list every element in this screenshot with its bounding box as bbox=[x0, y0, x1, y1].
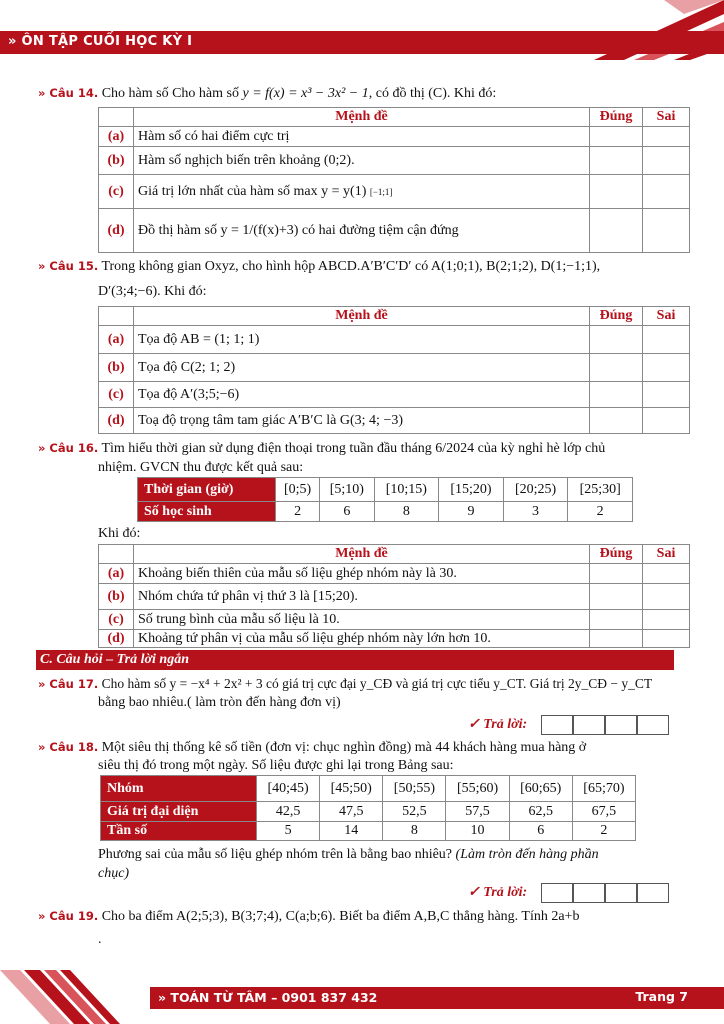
cell: 2 bbox=[276, 502, 320, 522]
th-true: Đúng bbox=[590, 545, 643, 564]
q15-line1: Trong không gian Oxyz, cho hình hộp ABCD.A′B′C′D′ có A(1;0;1), B(2;1;2), D(1;−1;1), bbox=[101, 259, 601, 274]
cell: [5;10) bbox=[320, 478, 374, 502]
true-cell[interactable] bbox=[590, 564, 643, 584]
cell: 57,5 bbox=[446, 802, 509, 822]
row-tag: (c) bbox=[99, 610, 134, 630]
th-statement: Mệnh đề bbox=[134, 108, 590, 127]
cell: 3 bbox=[503, 502, 568, 522]
true-cell[interactable] bbox=[590, 382, 643, 408]
th-statement: Mệnh đề bbox=[134, 545, 590, 564]
cell: 8 bbox=[374, 502, 439, 522]
row-text: Đồ thị hàm số y = 1/(f(x)+3) có hai đường tiệm cận đứng bbox=[134, 209, 590, 253]
row-tag: (a) bbox=[99, 326, 134, 354]
row-text: Hàm số nghịch biến trên khoảng (0;2). bbox=[134, 147, 590, 175]
cell: 6 bbox=[509, 822, 572, 841]
cell: 62,5 bbox=[509, 802, 572, 822]
row-tag: (a) bbox=[99, 564, 134, 584]
q18-answer-box[interactable] bbox=[573, 883, 605, 903]
false-cell[interactable] bbox=[643, 326, 690, 354]
cell: 2 bbox=[572, 822, 635, 841]
q16-table bbox=[98, 544, 690, 648]
footer-page-number: Trang 7 bbox=[635, 989, 688, 1004]
q17-answer-box[interactable] bbox=[573, 715, 605, 735]
q18-after-italic: (Làm tròn đến hàng phần bbox=[455, 847, 599, 862]
q17 bbox=[38, 674, 678, 694]
false-cell[interactable] bbox=[643, 147, 690, 175]
q17-label: » Câu 17. bbox=[38, 677, 99, 691]
q19-line2: . bbox=[98, 932, 102, 947]
q18-data-table bbox=[100, 775, 636, 841]
th-false: Sai bbox=[643, 307, 690, 326]
q18-answer-box[interactable] bbox=[605, 883, 637, 903]
q18-answer-box[interactable] bbox=[637, 883, 669, 903]
true-cell[interactable] bbox=[590, 127, 643, 147]
cell: 42,5 bbox=[257, 802, 320, 822]
q14-text-b: , có đồ thị (C). Khi đó: bbox=[368, 86, 497, 101]
q19-line1: Cho ba điểm A(2;5;3), B(3;7;4), C(a;b;6). Biết ba điểm A,B,C thẳng hàng. Tính 2a+b bbox=[101, 909, 580, 924]
q16-line1: Tìm hiểu thời gian sử dụng điện thoại trong tuần đầu tháng 6/2024 của kỳ nghỉ hè lớp chủ bbox=[101, 441, 606, 456]
cell: [60;65) bbox=[509, 776, 572, 802]
q16-line2: nhiệm. GVCN thu được kết quả sau: bbox=[98, 460, 304, 475]
q14-formula: y = f(x) = x³ − 3x² − 1 bbox=[242, 86, 369, 101]
q14-text-a: Cho hàm số Cho hàm số bbox=[101, 86, 239, 101]
th-false: Sai bbox=[643, 108, 690, 127]
th-false: Sai bbox=[643, 545, 690, 564]
q14-table bbox=[98, 107, 690, 253]
cell: 2 bbox=[568, 502, 633, 522]
row-tag: (c) bbox=[99, 175, 134, 209]
q17-answer-box[interactable] bbox=[541, 715, 573, 735]
false-cell[interactable] bbox=[643, 354, 690, 382]
false-cell[interactable] bbox=[643, 564, 690, 584]
row-head: Thời gian (giờ) bbox=[138, 478, 276, 502]
row-text: Toạ độ trọng tâm tam giác A′B′C là G(3; 4; −3) bbox=[134, 408, 590, 434]
q19 bbox=[38, 907, 678, 926]
cell: 8 bbox=[383, 822, 446, 841]
true-cell[interactable] bbox=[590, 326, 643, 354]
cell: 6 bbox=[320, 502, 374, 522]
row-text: Hàm số có hai điểm cực trị bbox=[134, 127, 590, 147]
row-tag: (c) bbox=[99, 382, 134, 408]
q19-label: » Câu 19. bbox=[38, 909, 99, 923]
true-cell[interactable] bbox=[590, 354, 643, 382]
cell: 67,5 bbox=[572, 802, 635, 822]
q16-data-table bbox=[137, 477, 633, 522]
th-true: Đúng bbox=[590, 108, 643, 127]
q15 bbox=[38, 257, 678, 276]
false-cell[interactable] bbox=[643, 209, 690, 253]
row-text: Tọa độ C(2; 1; 2) bbox=[134, 354, 590, 382]
false-cell[interactable] bbox=[643, 630, 690, 648]
true-cell[interactable] bbox=[590, 175, 643, 209]
cell: [40;45) bbox=[257, 776, 320, 802]
cell: [50;55) bbox=[383, 776, 446, 802]
cell: 9 bbox=[439, 502, 504, 522]
q16-khi-do: Khi đó: bbox=[98, 526, 141, 541]
q18-answer-label: ✓ Trả lời: bbox=[468, 885, 528, 900]
row-head: Số học sinh bbox=[138, 502, 276, 522]
q18-label: » Câu 18. bbox=[38, 740, 99, 754]
q14 bbox=[38, 84, 496, 103]
cell: 14 bbox=[320, 822, 383, 841]
row-tag: (d) bbox=[99, 630, 134, 648]
false-cell[interactable] bbox=[643, 584, 690, 610]
cell: [55;60) bbox=[446, 776, 509, 802]
row-text: Tọa độ A′(3;5;−6) bbox=[134, 382, 590, 408]
true-cell[interactable] bbox=[590, 147, 643, 175]
false-cell[interactable] bbox=[643, 382, 690, 408]
q18-line2: siêu thị đó trong một ngày. Số liệu được ghi lại trong Bảng sau: bbox=[98, 758, 454, 773]
row-tag: (b) bbox=[99, 354, 134, 382]
footer-brand: » TOÁN TỪ TÂM – 0901 837 432 bbox=[158, 990, 378, 1005]
true-cell[interactable] bbox=[590, 610, 643, 630]
true-cell[interactable] bbox=[590, 584, 643, 610]
false-cell[interactable] bbox=[643, 175, 690, 209]
th-statement: Mệnh đề bbox=[134, 307, 590, 326]
cell: 47,5 bbox=[320, 802, 383, 822]
header-title: » ÔN TẬP CUỐI HỌC KỲ I bbox=[8, 34, 193, 49]
cell: [25;30] bbox=[568, 478, 633, 502]
row-tag: (d) bbox=[99, 209, 134, 253]
true-cell[interactable] bbox=[590, 630, 643, 648]
cell: [45;50) bbox=[320, 776, 383, 802]
q15-label: » Câu 15. bbox=[38, 259, 99, 273]
q17-line2: bằng bao nhiêu.( làm tròn đến hàng đơn vị) bbox=[98, 695, 341, 710]
false-cell[interactable] bbox=[643, 610, 690, 630]
q18-after2: chục) bbox=[98, 866, 130, 881]
q18 bbox=[38, 738, 678, 757]
true-cell[interactable] bbox=[590, 209, 643, 253]
row-text: Tọa độ AB = (1; 1; 1) bbox=[134, 326, 590, 354]
row-tag: (a) bbox=[99, 127, 134, 147]
cell: 52,5 bbox=[383, 802, 446, 822]
row-tag: (d) bbox=[99, 408, 134, 434]
q17-answer-label: ✓ Trả lời: bbox=[468, 717, 528, 732]
q16 bbox=[38, 439, 678, 458]
section-c-title: C. Câu hỏi – Trả lời ngắn bbox=[36, 650, 674, 670]
cell: [15;20) bbox=[439, 478, 504, 502]
false-cell[interactable] bbox=[643, 127, 690, 147]
false-cell[interactable] bbox=[643, 408, 690, 434]
q18-line1: Một siêu thị thống kê số tiền (đơn vị: chục nghìn đồng) mà 44 khách hàng mua hàng ở bbox=[101, 740, 587, 755]
row-head: Nhóm bbox=[101, 776, 257, 802]
max-subscript: [−1;1] bbox=[369, 186, 393, 197]
cell: [20;25) bbox=[503, 478, 568, 502]
q15-table bbox=[98, 306, 690, 434]
cell: [65;70) bbox=[572, 776, 635, 802]
row-head: Giá trị đại diện bbox=[101, 802, 257, 822]
q14-label: » Câu 14. bbox=[38, 86, 99, 100]
header-bar bbox=[0, 31, 724, 54]
row-text: Giá trị lớn nhất của hàm số max y = y(1) [−1;1] bbox=[134, 175, 590, 209]
cell: [10;15) bbox=[374, 478, 439, 502]
row-text: Số trung bình của mẫu số liệu là 10. bbox=[134, 610, 590, 630]
row-tag: (b) bbox=[99, 147, 134, 175]
q17-answer-box[interactable] bbox=[637, 715, 669, 735]
q18-after1: Phương sai của mẫu số liệu ghép nhóm trên là bằng bao nhiêu? bbox=[98, 847, 453, 862]
q15-line2: D′(3;4;−6). Khi đó: bbox=[98, 284, 207, 299]
row-tag: (b) bbox=[99, 584, 134, 610]
cell: [0;5) bbox=[276, 478, 320, 502]
cell: 5 bbox=[257, 822, 320, 841]
th-true: Đúng bbox=[590, 307, 643, 326]
q17-line1: Cho hàm số y = −x⁴ + 2x² + 3 có giá trị cực đại y_CĐ và giá trị cực tiểu y_CT. Giá trị 2y_CĐ − y_CT bbox=[101, 676, 653, 691]
true-cell[interactable] bbox=[590, 408, 643, 434]
q18-answer-box[interactable] bbox=[541, 883, 573, 903]
q16-label: » Câu 16. bbox=[38, 441, 99, 455]
row-text: Khoảng tứ phân vị của mẫu số liệu ghép nhóm này lớn hơn 10. bbox=[134, 630, 590, 648]
q18-after bbox=[98, 845, 678, 864]
q17-answer-box[interactable] bbox=[605, 715, 637, 735]
row-head: Tần số bbox=[101, 822, 257, 841]
row-text: Nhóm chứa tứ phân vị thứ 3 là [15;20). bbox=[134, 584, 590, 610]
row-text: Khoảng biến thiên của mẫu số liệu ghép nhóm này là 30. bbox=[134, 564, 590, 584]
cell: 10 bbox=[446, 822, 509, 841]
